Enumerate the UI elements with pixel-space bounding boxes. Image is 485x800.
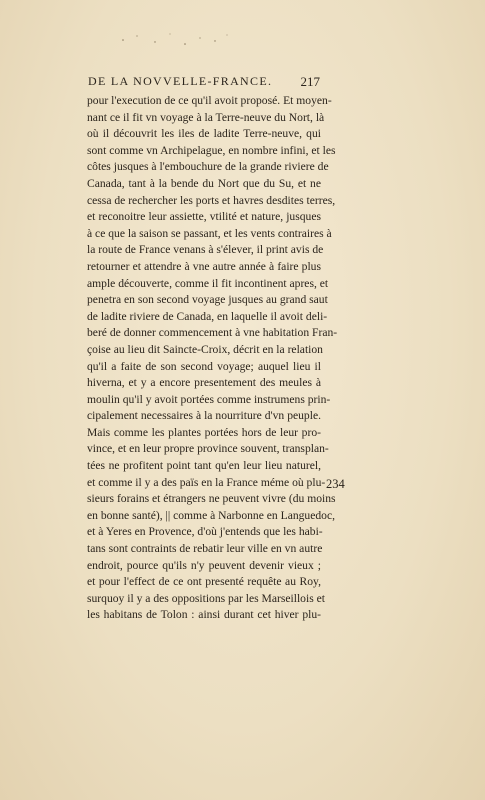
text-line: qu'il a faite de son second voyage; auquel lieu il xyxy=(87,359,321,373)
text-line: et reconoitre leur assiette, vtilité et nature, jusques xyxy=(87,210,321,224)
text-line: retourner et attendre à vne autre année à faire plus xyxy=(87,259,321,273)
text-line: et comme il y a des païs en la France méme où plu- xyxy=(87,475,326,489)
text-line: penetra en son second voyage jusques au grand saut xyxy=(87,293,328,307)
text-line: endroit, pource qu'ils n'y peuvent devenir vieux ; xyxy=(87,558,321,572)
text-line: hiverna, et y a encore presentement des meules à xyxy=(87,376,321,390)
text-line: sont comme vn Archipelague, en nombre infini, et les xyxy=(87,143,336,157)
text-line: et pour l'effect de ce ont presenté requête au Roy, xyxy=(87,575,321,589)
text-line: sieurs forains et étrangers ne peuvent vivre (du moins xyxy=(87,492,336,506)
text-line: de ladite riviere de Canada, en laquelle il avoit deli- xyxy=(87,309,328,323)
text-line: en bonne santé), || comme à Narbonne en Languedoc, xyxy=(87,508,336,522)
text-line: beré de donner commencement à vne habitation Fran- xyxy=(87,326,338,340)
margin-page-reference: 234 xyxy=(326,477,345,491)
text-line: vince, et en leur propre province souvent, transplan- xyxy=(87,442,329,456)
text-line: tées ne profitent point tant qu'en leur lieu naturel, xyxy=(87,459,321,473)
text-line: cessa de rechercher les ports et havres desdites terres, xyxy=(87,193,336,207)
text-line: la route de France venans à s'élever, il print avis de xyxy=(87,243,324,257)
text-line: les habitans de Tolon : ainsi durant cet hiver plu- xyxy=(87,608,321,622)
text-line: çoise au lieu dit Saincte-Croix, décrit en la relation xyxy=(87,342,323,356)
text-line: surquoy il y a des oppositions par les Marseillois et xyxy=(87,591,325,605)
text-line: cipalement necessaires à la nourriture d'vn peuple. xyxy=(87,409,321,423)
page-number: 217 xyxy=(300,74,320,89)
text-line: côtes jusques à l'embouchure de la grande riviere de xyxy=(87,160,329,174)
text-line: et à Yeres en Provence, d'où j'entends que les habi- xyxy=(87,525,323,539)
text-line: tans sont contraints de rebatir leur ville en vn autre xyxy=(87,542,323,556)
text-line: ample découverte, comme il fit incontinent apres, et xyxy=(87,276,329,290)
text-line: à ce que la saison se passant, et les vents contraires à xyxy=(87,226,332,240)
text-line: moulin qu'il y avoit portées comme instrumens prin- xyxy=(87,392,331,406)
text-line: nant ce il fit vn voyage à la Terre-neuve du Nort, là xyxy=(87,110,325,124)
page-speckles xyxy=(115,30,235,50)
text-line: où il découvrit les iles de ladite Terre-neuve, qui xyxy=(87,127,321,141)
text-line: Mais comme les plantes portées hors de leur pro- xyxy=(87,425,321,439)
text-line: Canada, tant à la bende du Nort que du Su, et ne xyxy=(87,176,321,190)
running-head: DE LA NOVVELLE-FRANCE. xyxy=(88,74,273,88)
page-header xyxy=(88,74,320,92)
text-line: pour l'execution de ce qu'il avoit proposé. Et moyen- xyxy=(87,94,332,107)
